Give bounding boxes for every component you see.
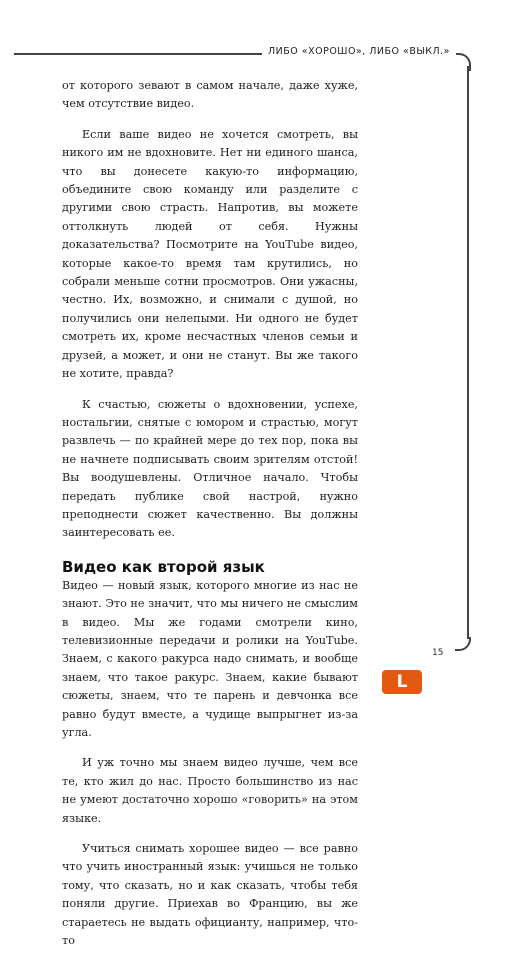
paragraph: Учиться снимать хорошее видео — все равно что учить иностранный язык: учишься не только тому, что сказать, но и как сказать, чтобы тебя поняли другие. Приехав во Францию, вы же стараетесь не выдать официанту, например, что-то bbox=[62, 842, 358, 948]
paragraph: И уж точно мы знаем видео лучше, чем все те, кто жил до нас. Просто большинство из нас не умеют достаточно хорошо «говорить» на этом языке. bbox=[62, 756, 358, 825]
paragraph: от которого зевают в самом начале, даже хуже, чем отсутствие видео. bbox=[62, 79, 358, 111]
paragraph: К счастью, сюжеты о вдохновении, успехе, ностальгии, снятые с юмором и страстью, могут развлечь — по крайней мере до тех пор, пока вы не начнете подписывать своим зрителям отстой! Вы воодушевлены. Отличное начало. Чтобы передать публике свой настрой, нужно преподнести сюжет качественно. Вы должны заинтересовать ее. bbox=[62, 397, 358, 540]
page-frame-bottom-corner bbox=[455, 637, 471, 651]
labirint-logo-badge: L bbox=[382, 670, 422, 694]
page-number: 15 bbox=[432, 648, 444, 658]
paragraph: Если ваше видео не хочется смотреть, вы никого им не вдохновите. Нет ни единого шанса, что вы донесете какую-то информацию, объедините свою команду или разделите с другими свою страсть. Напротив, вы можете оттолкнуть людей от себя. Нужны доказательства? Посмотрите на YouTube видео, которые какое-то время там крутились, но собрали меньше сотни просмотров. Они ужасны, честно. Их, возможно, и снимали с душой, но получились они нелепыми. Ни одного не будет смотреть их, кроме несчастных членов семьи и друзей, а может, и они не станут. Вы же такого не хотите, правда? bbox=[62, 127, 358, 381]
page-frame-right-rule bbox=[467, 66, 469, 639]
body-text bbox=[62, 77, 358, 962]
running-head: ЛИБО «ХОРОШО», ЛИБО «ВЫКЛ.» bbox=[262, 42, 456, 62]
section-heading: Видео как второй язык bbox=[62, 557, 265, 576]
paragraph: Видео — новый язык, которого многие из нас не знают. Это не значит, что мы ничего не смыслим в видео. Мы же годами смотрели кино, телевизионные передачи и ролики на YouTube. Знаем, с какого ракурса надо снимать, и вообще знаем, что такое ракурс. Знаем, какие бывают сюжеты, знаем, что те парень и девчонка все равно будут вместе, а чудище выпрыгнет из-за угла. bbox=[62, 578, 358, 739]
